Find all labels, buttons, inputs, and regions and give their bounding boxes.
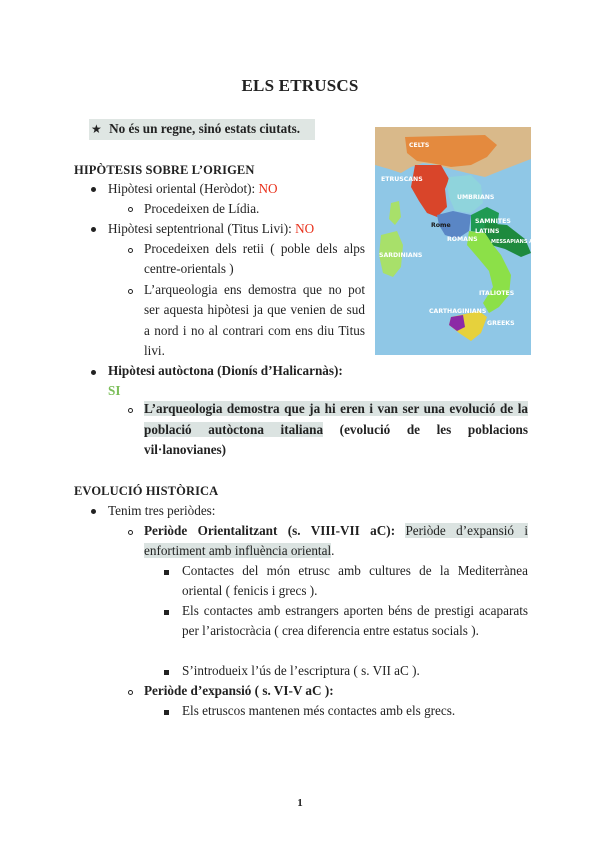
- bullet-square-icon: [164, 570, 169, 575]
- autoctona-highlight: L’arqueologia demostra que ja hi eren i van ser una evolució de la població autòctona italiana: [144, 401, 528, 437]
- bullet-circle-icon: [128, 248, 133, 253]
- period-orientalitzant-end: .: [331, 543, 335, 559]
- map-label-rome: Rome: [431, 222, 451, 229]
- autoctona-rest: (evolució de les poblacions vil·lanovianes): [144, 421, 528, 457]
- period-orientalitzant-item: Els contactes amb estrangers aporten béns de prestigi acaparats per l’aristocràcia ( crea diferencia entre estatus socials ).: [182, 603, 528, 639]
- bullet-circle-icon: [128, 690, 133, 695]
- period-orientalitzant-item: S’introdueix l’ús de l’escriptura ( s. VII aC ).: [182, 663, 420, 678]
- map-label-samnites: SAMNITES: [475, 218, 511, 225]
- verdict-no: NO: [295, 221, 315, 236]
- intro-line: [89, 119, 315, 140]
- evolution-intro: Tenim tres periòdes:: [108, 503, 216, 518]
- map-label-etruscans: ETRUSCANS: [381, 176, 423, 183]
- map-label-apulians: MESSAPIANS AND APULIANS: [491, 239, 572, 245]
- period-orientalitzant: [144, 521, 528, 562]
- map-label-italiotes: ITALIOTES: [479, 290, 515, 297]
- bullet-disc-icon: [91, 187, 96, 192]
- page-number: 1: [297, 797, 303, 809]
- period-orientalitzant-label: Periòde Orientalitzant (s. VIII-VII aC):: [144, 523, 396, 538]
- period-expansio-label: Periòde d’expansió ( s. VI-V aC ):: [144, 683, 334, 698]
- verdict-si: SI: [108, 383, 121, 399]
- evolution-heading: EVOLUCIÓ HISTÒRICA: [74, 484, 219, 498]
- hypothesis-septentrional-sub1: Procedeixen dels retii ( poble dels alps centre-orientals ): [144, 241, 365, 277]
- map-label-romans: ROMANS: [447, 236, 478, 243]
- bullet-square-icon: [164, 710, 169, 715]
- star-icon: ★: [91, 122, 102, 136]
- hypothesis-oriental: [108, 179, 278, 199]
- period-orientalitzant-desc: Periòde d’expansió i enfortiment amb influència oriental: [144, 523, 529, 559]
- hypothesis-septentrional-label: Hipòtesi septentrional (Titus Livi):: [108, 221, 292, 236]
- map-label-celts: CELTS: [409, 142, 430, 149]
- map-label-umbrians: UMBRIANS: [457, 194, 495, 201]
- period-orientalitzant-item: Contactes del món etrusc amb cultures de la Mediterrànea oriental ( fenicis i grecs ).: [182, 563, 528, 599]
- bullet-square-icon: [164, 610, 169, 615]
- bullet-square-icon: [164, 670, 169, 675]
- origin-heading: HIPÒTESIS SOBRE L’ORIGEN: [74, 163, 255, 177]
- verdict-no: NO: [258, 181, 278, 196]
- page-title: ELS ETRUSCS: [241, 76, 359, 95]
- bullet-circle-icon: [128, 207, 133, 212]
- intro-text: No és un regne, sinó estats ciutats.: [109, 121, 301, 136]
- hypothesis-autoctona-label: Hipòtesi autòctona (Dionís d’Halicarnàs):: [108, 363, 343, 378]
- italy-map: [375, 127, 572, 355]
- map-label-greeks: GREEKS: [487, 320, 515, 327]
- bullet-circle-icon: [128, 408, 133, 413]
- hypothesis-oriental-label: Hipòtesi oriental (Heròdot):: [108, 181, 256, 196]
- hypothesis-septentrional: [108, 219, 314, 239]
- bullet-disc-icon: [91, 509, 96, 514]
- hypothesis-autoctona-sub: [144, 399, 528, 461]
- period-expansio-item: Els etruscos mantenen més contactes amb els grecs.: [182, 703, 456, 718]
- hypothesis-oriental-sub: Procedeixen de Lídia.: [144, 201, 260, 216]
- map-label-sardinians: SARDINIANS: [379, 252, 423, 259]
- hypothesis-autoctona: [108, 361, 366, 402]
- hypothesis-septentrional-sub2: L’arqueologia ens demostra que no pot ser aquesta hipòtesi ja que venien de sud a nord i no al contrari com ens diu Titus livi.: [144, 282, 365, 359]
- map-label-latins: LATINS: [475, 228, 500, 235]
- bullet-circle-icon: [128, 530, 133, 535]
- map-label-carthaginians: CARTHAGINIANS: [429, 308, 487, 315]
- bullet-disc-icon: [91, 370, 96, 375]
- bullet-circle-icon: [128, 289, 133, 294]
- bullet-disc-icon: [91, 227, 96, 232]
